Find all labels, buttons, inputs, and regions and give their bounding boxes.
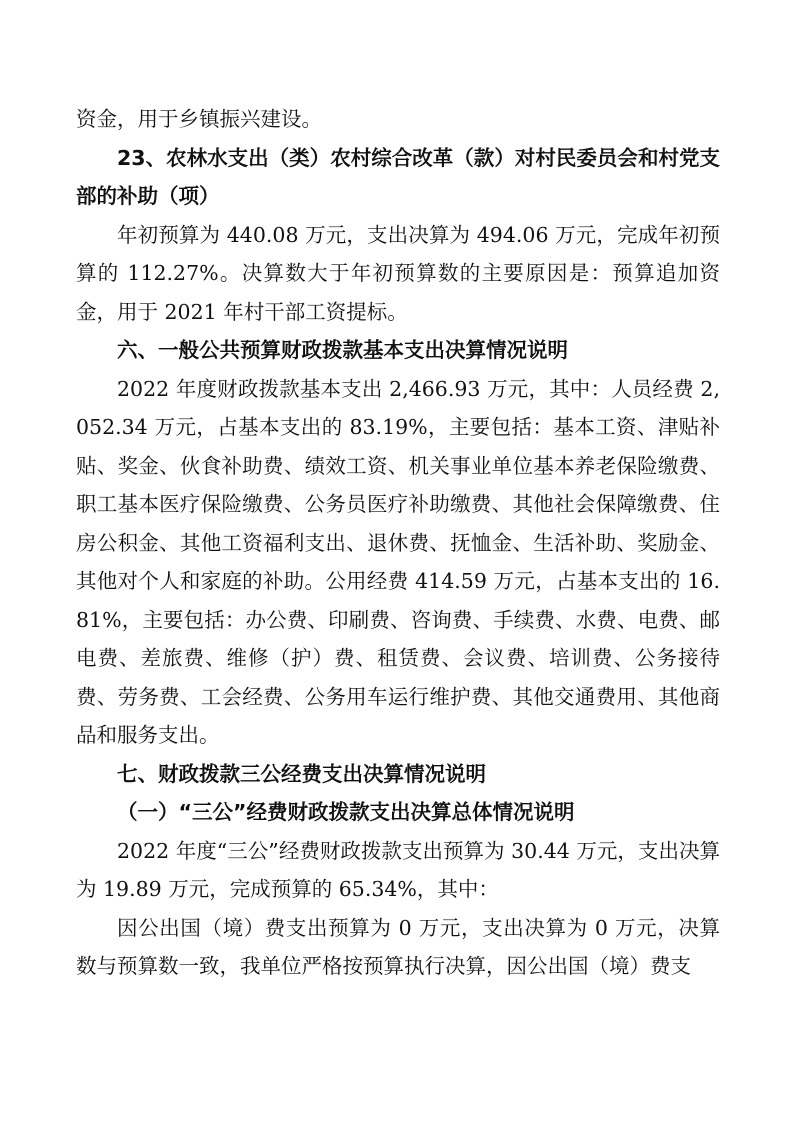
subsection-heading-7-1: （一）“三公”经费财政拨款支出决算总体情况说明	[117, 800, 575, 824]
section-heading-6: 六、一般公共预算财政拨款基本支出决算情况说明	[117, 338, 568, 362]
document-body	[76, 100, 720, 986]
paragraph-three-public-total: 2022 年度“三公”经费财政拨款支出预算为 30.44 万元，支出决算为 19.89 万元，完成预算的 65.34%，其中：	[76, 838, 720, 901]
paragraph-item-23-budget: 年初预算为 440.08 万元，支出决算为 494.06 万元，完成年初预算的 112.27%。决算数大于年初预算数的主要原因是：预算追加资金，用于 2021 年村干部工资提标。	[76, 222, 720, 324]
paragraph-basic-expenditure: 2022 年度财政拨款基本支出 2,466.93 万元，其中：人员经费 2,052.34 万元，占基本支出的 83.19%，主要包括：基本工资、津贴补贴、奖金、伙食补助费、绩效工资、机关事业单位基本养老保险缴费、职工基本医疗保险缴费、公务员医疗补助缴费、其他社会保障缴费、住房公积金、其他工资福利支出、退休费、抚恤金、生活补助、奖励金、其他对个人和家庭的补助。公用经费 414.59 万元，占基本支出的 16.81%，主要包括：办公费、印刷费、咨询费、手续费、水费、电费、邮电费、差旅费、维修（护）费、租赁费、会议费、培训费、公务接待费、劳务费、工会经费、公务用车运行维护费、其他交通费用、其他商品和服务支出。	[76, 376, 720, 747]
paragraph-continuation: 资金，用于乡镇振兴建设。	[76, 107, 322, 131]
section-heading-7: 七、财政拨款三公经费支出决算情况说明	[117, 761, 486, 786]
paragraph-overseas-travel: 因公出国（境）费支出预算为 0 万元，支出决算为 0 万元，决算数与预算数一致，我单位严格按预算执行决算，因公出国（境）费支	[76, 915, 720, 978]
section-heading-item-23: 23、农林水支出（类）农村综合改革（款）对村民委员会和村党支部的补助（项）	[76, 145, 720, 208]
